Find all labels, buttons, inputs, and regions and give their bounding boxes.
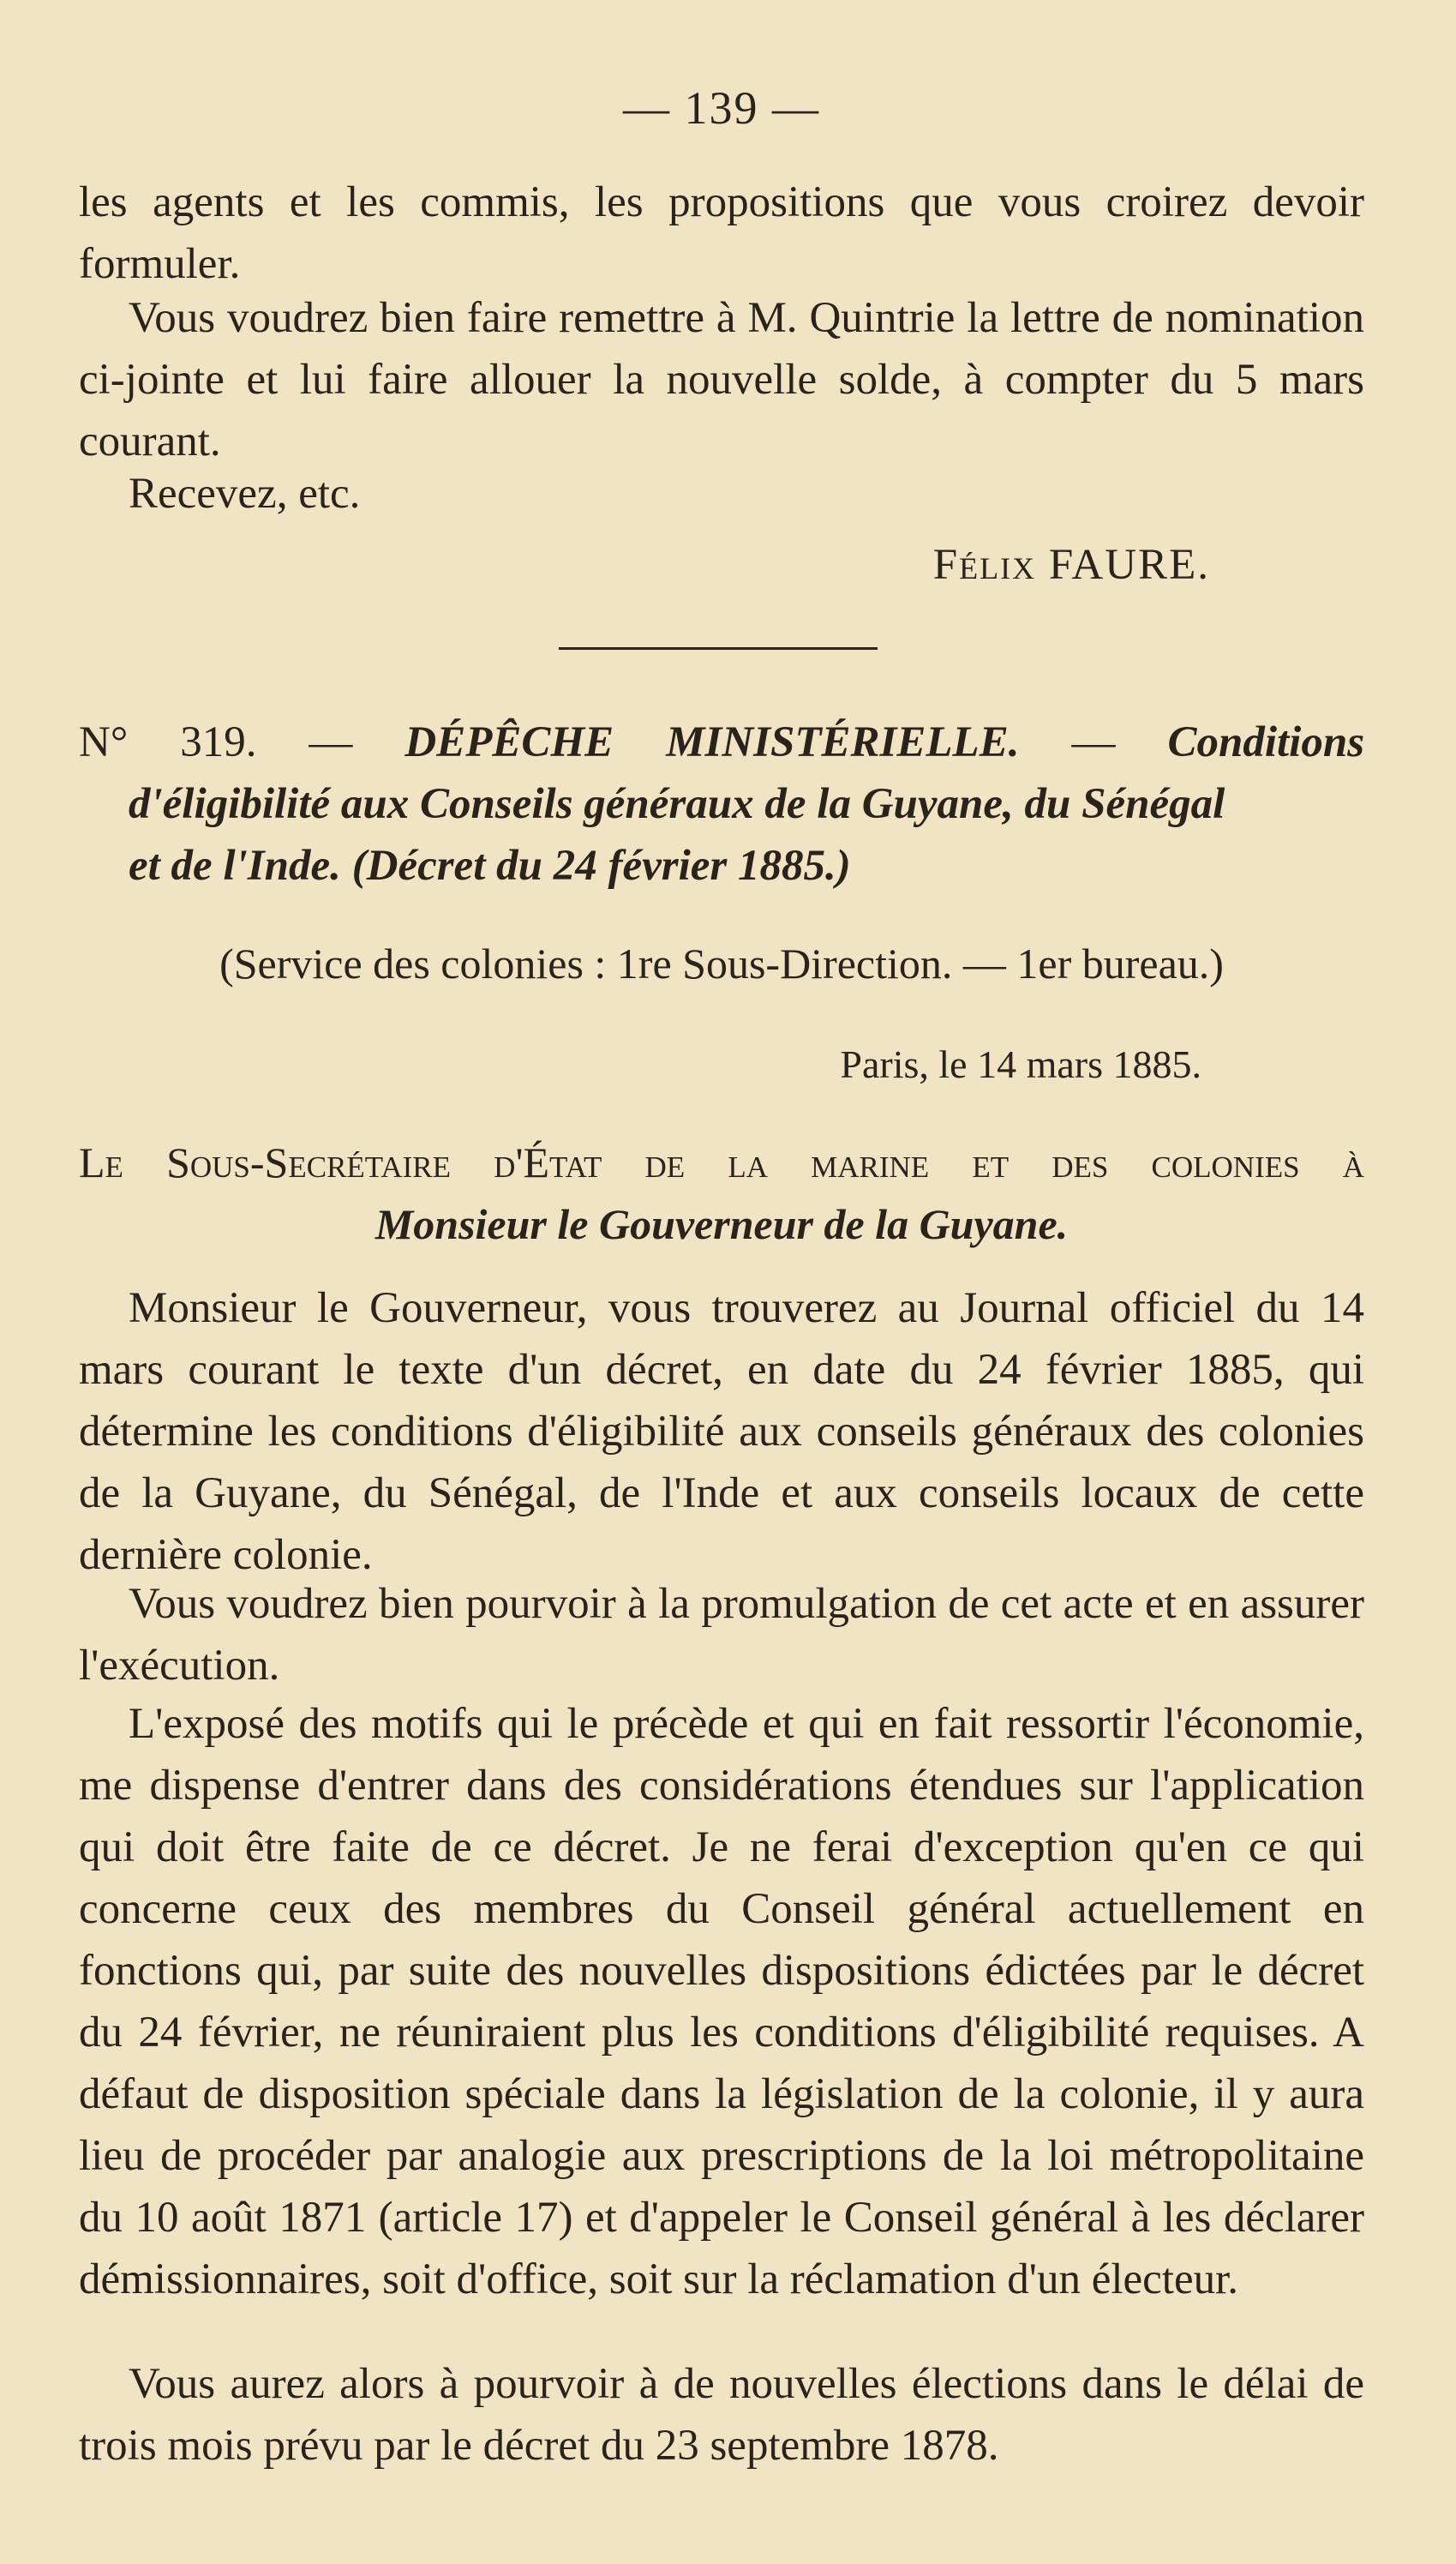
service-line: (Service des colonies : 1re Sous-Direction. — 1er bureau.)	[219, 940, 1224, 988]
heading-number: N° 319. —	[79, 718, 353, 766]
heading-subject-2: d'éligibilité aux Conseils généraux de la Guyane, du Sénégal	[129, 780, 1225, 828]
dateline: Paris, le 14 mars 1885.	[840, 1042, 1201, 1086]
heading-subject-3: et de l'Inde. (Décret du 24 février 1885.)	[129, 842, 851, 890]
addressee-recipient: Monsieur le Gouverneur de la Guyane.	[374, 1200, 1069, 1248]
addressee	[79, 1132, 1364, 1255]
heading-dash: —	[1071, 718, 1116, 766]
body-paragraph-2: Vous voudrez bien pourvoir à la promulgation de cet acte et en assurer l'exécution.	[79, 1580, 1364, 1690]
intro-continuation: les agents et les commis, les propositions que vous croirez devoir formuler.	[79, 178, 1364, 288]
intro-paragraph: Vous voudrez bien faire remettre à M. Quintrie la lettre de nomination ci-jointe et lui faire allouer la nouvelle solde, à compter du 5 mars courant.	[79, 294, 1364, 465]
section-divider	[559, 647, 878, 650]
document-page	[79, 0, 1364, 2564]
body-paragraph-3: L'exposé des motifs qui le précède et qui en fait ressortir l'économie, me dispense d'entrer dans des considérations étendues sur l'application qui doit être faite de ce décret. Je ne ferai d'exception qu'en ce qui concerne ceux des membres du Conseil général actuellement en fonctions qui, par suite des nouvelles dispositions édictées par le décret du 24 février, ne réuniraient plus les conditions d'éligibilité requises. A défaut de disposition spéciale dans la législation de la colonie, il y aura lieu de procéder par analogie aux prescriptions de la loi métropolitaine du 10 août 1871 (article 17) et d'appeler le Conseil général à les déclarer démissionnaires, soit d'office, soit sur la réclamation d'un électeur.	[79, 1700, 1364, 2303]
closing-formula: Recevez, etc.	[129, 470, 361, 518]
document-heading	[79, 712, 1364, 897]
body-paragraph-4: Vous aurez alors à pourvoir à de nouvelles élections dans le délai de trois mois prévu par le décret du 23 septembre 1878.	[79, 2360, 1364, 2470]
addressee-sender: Le Sous-Secrétaire d'État de la marine et des colonies à	[79, 1138, 1364, 1186]
heading-subject-1: Conditions	[1167, 718, 1365, 766]
body-paragraph-1: Monsieur le Gouverneur, vous trouverez au Journal officiel du 14 mars courant le texte d'un décret, en date du 24 février 1885, qui détermine les conditions d'éligibilité aux conseils généraux des colonies de la Guyane, du Sénégal, de l'Inde et aux conseils locaux de cette dernière colonie.	[79, 1284, 1364, 1579]
page-number: — 139 —	[623, 82, 820, 134]
signature: Félix FAURE.	[932, 541, 1210, 589]
heading-type: DÉPÊCHE MINISTÉRIELLE.	[404, 718, 1020, 766]
